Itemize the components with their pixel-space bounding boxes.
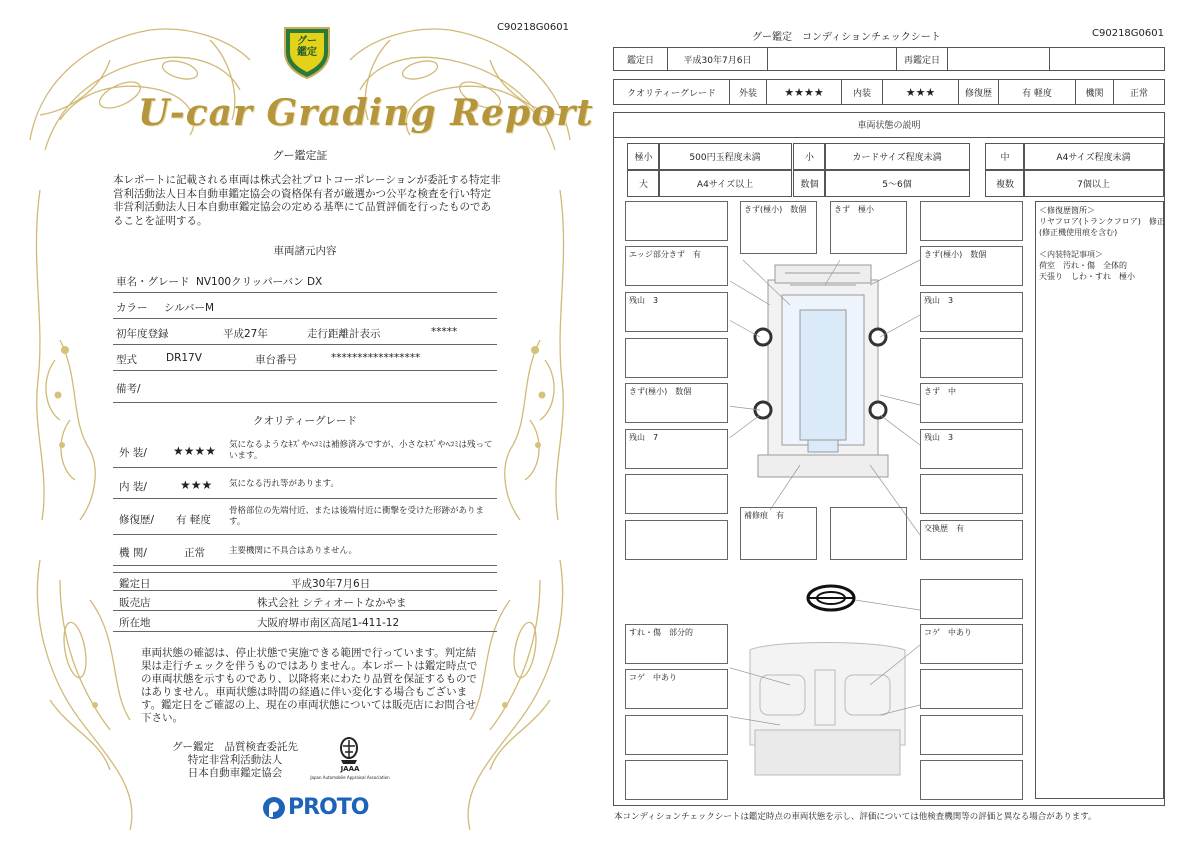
engine-value-cell: 正常 — [1113, 79, 1165, 105]
damage-note-empty — [920, 579, 1023, 619]
date-label-cell: 鑑定日 — [613, 47, 668, 71]
legend-desc: カードサイズ程度未満 — [824, 143, 970, 170]
exterior-label-cell: 外装 — [729, 79, 767, 105]
remark-line: ＜修復歴箇所＞ — [1039, 206, 1095, 215]
condition-check-sheet — [600, 0, 1200, 848]
grade-heading: クオリティーグレード — [253, 415, 357, 427]
car-name-label: 車名・グレード — [116, 276, 190, 288]
certificate-title: グー鑑定証 — [272, 149, 328, 162]
remarks-label: 備考/ — [116, 383, 141, 395]
damage-note-right-tire1: 残山 3 — [920, 292, 1023, 332]
grade-label-cell: クオリティーグレード — [613, 79, 730, 105]
engine-label-cell: 機関 — [1075, 79, 1114, 105]
remarks-panel — [1035, 201, 1164, 799]
row-engine — [113, 535, 497, 566]
sheet-title: グー鑑定 コンディションチェックシート — [752, 32, 941, 43]
damage-note-top1: きず(極小) 数個 — [740, 201, 817, 254]
remarks-list — [1036, 202, 1163, 282]
address-label: 所在地 — [119, 617, 151, 629]
damage-note-left-tire1: 残山 3 — [625, 292, 728, 332]
legend-desc: 7個以上 — [1023, 170, 1164, 197]
row-model — [113, 345, 497, 371]
damage-note-empty — [625, 520, 728, 560]
legend-label: 極小 — [627, 143, 660, 170]
jaaa-text: JAAA — [340, 765, 360, 773]
exterior-stars-cell: ★★★★ — [766, 79, 842, 105]
proto-mark-icon — [262, 796, 286, 820]
sheet-footer: 本コンディションチェックシートは鑑定時点の車両状態を示し、評価については他検査機関等の評価と異なる場合があります。 — [614, 812, 1097, 822]
address-value: 大阪府堺市南区高尾1-411-12 — [257, 617, 400, 629]
dealer-value: 株式会社 シティオートなかやま — [257, 597, 407, 609]
row-remarks — [113, 371, 497, 403]
damage-note-empty — [625, 474, 728, 514]
damage-note-bottom-exchange: 交換歴 有 — [920, 520, 1023, 560]
mileage-label: 走行距離計表示 — [307, 328, 381, 340]
jaaa-logo — [310, 736, 390, 788]
damage-note-empty — [625, 760, 728, 800]
color-value: シルバーM — [164, 302, 215, 314]
reinspect-blank-cell — [1049, 47, 1165, 71]
damage-note-empty — [920, 760, 1023, 800]
repair-label: 修復歴/ — [119, 514, 155, 526]
condition-heading: 車両状態の説明 — [613, 112, 1165, 138]
inspection-org — [165, 741, 305, 780]
mileage-value: ***** — [431, 326, 458, 338]
remark-line: ＜内装特記事項＞ — [1039, 250, 1103, 259]
row-repair-history — [113, 499, 497, 535]
first-reg-label: 初年度登録 — [116, 328, 169, 340]
date-blank-cell — [767, 47, 897, 71]
damage-note-right-scratch1: きず(極小) 数個 — [920, 246, 1023, 286]
legend-label: 大 — [627, 170, 660, 197]
legend-label: 複数 — [985, 170, 1025, 197]
reinspect-value-cell — [947, 47, 1050, 71]
date-label: 鑑定日 — [119, 578, 151, 590]
date-value: 平成30年7月6日 — [291, 578, 371, 590]
exterior-label: 外 装/ — [119, 447, 147, 459]
damage-note-top2: きず 極小 — [830, 201, 907, 254]
legend-desc: A4サイズ程度未満 — [1023, 143, 1164, 170]
jaaa-subtext: Japan Automobile Appraisal Association — [310, 775, 390, 780]
damage-note-empty — [920, 715, 1023, 755]
proto-text: PROTO — [288, 795, 369, 820]
damage-note-empty — [920, 201, 1023, 241]
jaaa-emblem-icon — [336, 736, 362, 766]
proto-logo — [262, 793, 372, 823]
date-value-cell: 平成30年7月6日 — [667, 47, 768, 71]
chassis-label: 車台番号 — [255, 354, 297, 366]
engine-value: 正常 — [184, 547, 205, 559]
repair-desc: 骨格部位の先端付近、または後端付近に衝撃を受けた形跡があります。 — [229, 506, 485, 527]
damage-note-empty — [830, 507, 907, 560]
damage-note-empty — [625, 338, 728, 378]
damage-note-empty — [920, 669, 1023, 709]
remark-line — [1039, 238, 1163, 249]
remark-line: 荷室 汚れ・傷 全体的 — [1039, 261, 1127, 270]
exterior-desc: 気になるようなｷｽﾞやﾍｺﾐは補修済みですが、小さなｷｽﾞやﾍｺﾐは残っています。 — [229, 440, 493, 461]
repair-label-cell: 修復歴 — [958, 79, 999, 105]
damage-note-left-edge: エッジ部分きず 有 — [625, 246, 728, 286]
repair-value-cell: 有 軽度 — [998, 79, 1076, 105]
legend-label: 中 — [985, 143, 1025, 170]
damage-note-int-left1: すれ・傷 部分的 — [625, 624, 728, 664]
damage-note-empty — [920, 338, 1023, 378]
interior-desc: 気になる汚れ等があります。 — [229, 479, 339, 489]
report-heading: U-car Grading Report — [138, 92, 594, 134]
certificate-intro: 本レポートに記載される車両は株式会社プロトコーポレーションが委託する特定非営利活動法人日本自動車鑑定協会の資格保有者が厳選かつ公平な検査を行い特定非営利活動法人日本自動車鑑定協会の定める基準にて品質評価を行ったものであることを証明する。 — [113, 174, 501, 227]
damage-note-empty — [625, 715, 728, 755]
org-line-1: グー鑑定 品質検査委託先 — [172, 741, 298, 753]
interior-label: 内 装/ — [119, 481, 147, 493]
disclaimer-note: 車両状態の確認は、停止状態で実施できる範囲で行っています。判定結果は走行チェックを伴うものではありません。本レポートは鑑定時点での車両状態を示すものであり、以降将来にわたり品質を保証するものではありません。車両状態は時間の経過に伴い変化する場合もございます。鑑定日をご確認の上、現在の車両状態については販売店にお問合せ下さい。 — [141, 647, 478, 724]
legend-desc: A4サイズ以上 — [658, 170, 792, 197]
org-line-2: 特定非営利活動法人 — [187, 754, 283, 766]
dealer-label: 販売店 — [119, 597, 151, 609]
document-id: C90218G0601 — [497, 22, 569, 33]
damage-note-right-scratch2: きず 中 — [920, 383, 1023, 423]
car-name-value: NV100クリッパーバン DX — [196, 276, 323, 288]
row-interior — [113, 468, 497, 499]
damage-note-left-scratch: きず(極小) 数個 — [625, 383, 728, 423]
first-reg-value: 平成27年 — [223, 328, 268, 340]
row-exterior — [113, 432, 497, 468]
exterior-stars: ★★★★ — [173, 444, 217, 458]
legend-label: 小 — [793, 143, 826, 170]
chassis-value: ***************** — [331, 352, 421, 364]
damage-note-int-right1: コゲ 中あり — [920, 624, 1023, 664]
logo-text: グー 鑑定 — [297, 36, 317, 58]
row-inspection-date — [113, 572, 497, 591]
row-first-registration — [113, 319, 497, 345]
damage-note-empty — [920, 474, 1023, 514]
row-color — [113, 293, 497, 319]
interior-label-cell: 内装 — [841, 79, 883, 105]
remark-line: リヤフロア(トランクフロア) 修正 — [1039, 217, 1165, 226]
repair-value: 有 軽度 — [176, 514, 211, 526]
damage-note-right-tire2: 残山 3 — [920, 429, 1023, 469]
legend-label: 数個 — [793, 170, 826, 197]
damage-note-bottom-repair: 補修痕 有 — [740, 507, 817, 560]
specs-heading: 車両諸元内容 — [273, 245, 337, 257]
interior-stars-cell: ★★★ — [882, 79, 959, 105]
model-label: 型式 — [116, 354, 137, 366]
row-dealer — [113, 591, 497, 611]
goo-kantei-logo — [281, 22, 333, 80]
damage-note-empty — [625, 201, 728, 241]
color-label: カラー — [116, 302, 148, 314]
remark-line: 天張り しわ・すれ 極小 — [1039, 272, 1135, 281]
engine-label: 機 関/ — [119, 547, 147, 559]
reinspect-label-cell: 再鑑定日 — [896, 47, 948, 71]
damage-note-int-left2: コゲ 中あり — [625, 669, 728, 709]
model-value: DR17V — [166, 352, 202, 364]
damage-note-left-tire2: 残山 7 — [625, 429, 728, 469]
legend-desc: 500円玉程度未満 — [658, 143, 792, 170]
remark-line: (修正機使用痕を含む) — [1039, 228, 1118, 237]
org-line-3: 日本自動車鑑定協会 — [187, 767, 283, 779]
row-car-name — [113, 266, 497, 293]
interior-stars: ★★★ — [180, 478, 213, 492]
steering-wheel-icon — [808, 586, 854, 610]
row-address — [113, 611, 497, 632]
sheet-document-id: C90218G0601 — [1092, 28, 1164, 39]
engine-desc: 主要機関に不具合はありません。 — [229, 546, 358, 556]
legend-desc: 5～6個 — [824, 170, 970, 197]
